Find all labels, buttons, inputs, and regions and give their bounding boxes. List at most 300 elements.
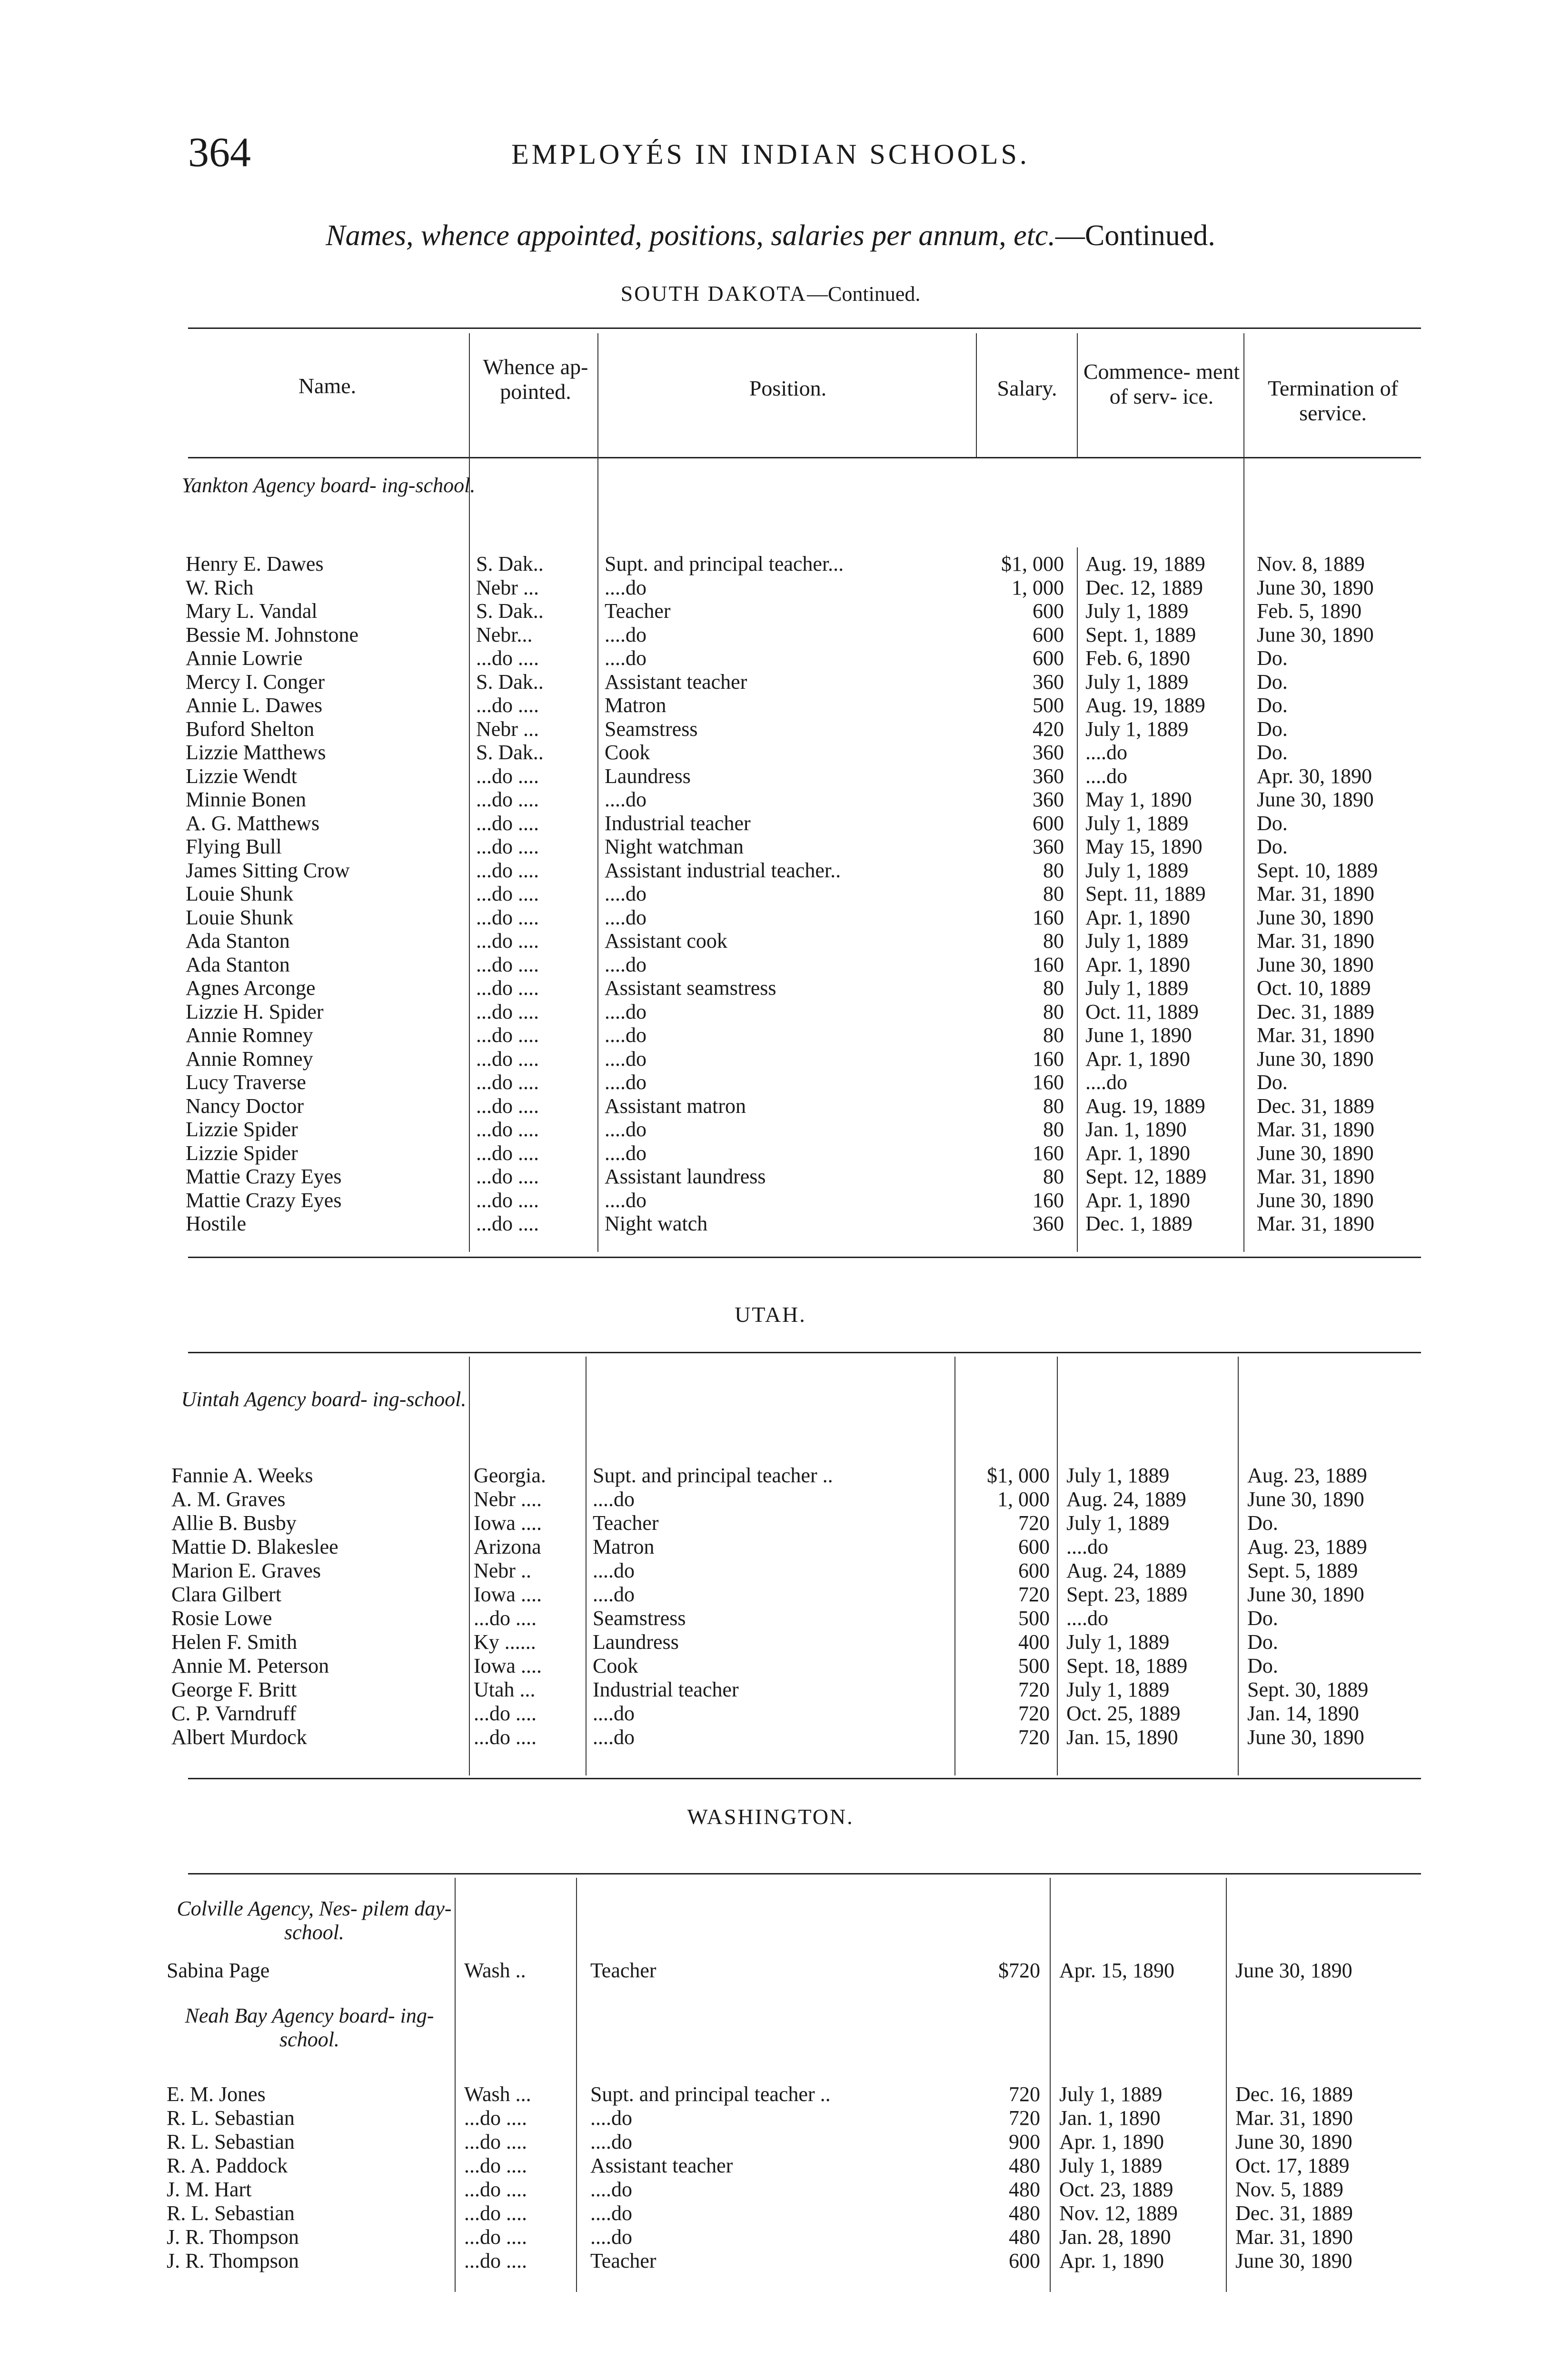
cell-termination: Jan. 14, 1890 <box>1247 1702 1359 1725</box>
cell-position: Teacher <box>605 599 671 623</box>
cell-name: Lizzie Matthews <box>186 741 326 764</box>
cell-position: Assistant teacher <box>605 670 747 694</box>
table-row <box>0 1023 1541 1047</box>
cell-commencement: Apr. 1, 1890 <box>1085 1188 1190 1212</box>
cell-name: Annie M. Peterson <box>171 1654 329 1677</box>
cell-name: Mercy I. Conger <box>186 670 325 694</box>
cell-termination: Nov. 8, 1889 <box>1257 552 1365 575</box>
cell-salary: 500 <box>1018 1606 1050 1630</box>
cell-termination: Do. <box>1257 741 1288 764</box>
col-separator <box>976 333 977 457</box>
cell-whence: S. Dak.. <box>476 741 544 764</box>
cell-termination: Dec. 31, 1889 <box>1257 1000 1374 1023</box>
table-row <box>0 1118 1541 1141</box>
south-dakota-bottom-rule <box>188 1257 1421 1258</box>
table-row <box>0 953 1541 977</box>
cell-termination: Feb. 5, 1890 <box>1257 599 1362 623</box>
table-row <box>0 1141 1541 1165</box>
cell-name: Nancy Doctor <box>186 1094 304 1118</box>
cell-whence: ...do .... <box>474 1726 537 1749</box>
cell-whence: Wash .. <box>464 1959 526 1982</box>
cell-whence: S. Dak.. <box>476 599 544 623</box>
table-row <box>0 1047 1541 1071</box>
table-top-rule <box>188 327 1421 329</box>
cell-position: ....do <box>605 952 646 976</box>
cell-salary: 500 <box>1018 1654 1050 1677</box>
cell-termination: Do. <box>1257 717 1288 741</box>
cell-commencement: July 1, 1889 <box>1066 1630 1170 1654</box>
cell-name: George F. Britt <box>171 1678 297 1701</box>
cell-commencement: ....do <box>1085 764 1127 788</box>
cell-position: Teacher <box>590 1959 656 1982</box>
table-row <box>0 741 1541 764</box>
cell-position: ....do <box>605 575 646 599</box>
cell-name: Mattie Crazy Eyes <box>186 1188 342 1212</box>
page-header <box>0 129 1541 186</box>
cell-commencement: June 1, 1890 <box>1085 1023 1192 1047</box>
cell-whence: ...do .... <box>476 905 539 929</box>
table-row <box>0 1726 1541 1749</box>
cell-salary: 600 <box>1018 1535 1050 1558</box>
col-separator <box>1077 333 1078 457</box>
cell-position: ....do <box>593 1726 635 1749</box>
cell-whence: ...do .... <box>464 2154 527 2177</box>
cell-commencement: July 1, 1889 <box>1059 2082 1163 2106</box>
cell-name: Lizzie Spider <box>186 1118 298 1141</box>
cell-commencement: Sept. 1, 1889 <box>1085 623 1196 646</box>
cell-name: Annie L. Dawes <box>186 694 323 717</box>
cell-commencement: Apr. 1, 1890 <box>1059 2130 1164 2153</box>
table-subtitle <box>0 219 1541 253</box>
cell-termination: Aug. 23, 1889 <box>1247 1535 1367 1558</box>
group-label-yankton: Yankton Agency board- ing-school. <box>181 474 476 497</box>
cell-whence: ...do .... <box>476 1212 539 1235</box>
cell-commencement: Apr. 1, 1890 <box>1085 905 1190 929</box>
section-title-south-dakota <box>0 281 1541 306</box>
cell-salary: 720 <box>1018 1702 1050 1725</box>
cell-commencement: July 1, 1889 <box>1085 929 1189 952</box>
cell-salary: 360 <box>1033 764 1064 788</box>
table-row <box>0 1678 1541 1702</box>
table-row <box>0 1630 1541 1654</box>
header-bottom-rule <box>188 457 1421 458</box>
cell-position: Seamstress <box>605 717 698 741</box>
cell-name: Lizzie Spider <box>186 1141 298 1165</box>
cell-termination: Do. <box>1257 811 1288 835</box>
cell-position: ....do <box>593 1583 635 1606</box>
table-row <box>0 1511 1541 1535</box>
cell-position: Industrial teacher <box>593 1678 739 1701</box>
cell-salary: $1, 000 <box>1001 552 1064 575</box>
col-header-name: Name. <box>298 374 357 398</box>
cell-termination: Do. <box>1257 1071 1288 1094</box>
cell-position: ....do <box>605 1188 646 1212</box>
cell-position: ....do <box>605 882 646 905</box>
cell-commencement: July 1, 1889 <box>1085 811 1189 835</box>
cell-name: R. L. Sebastian <box>167 2202 295 2225</box>
cell-commencement: ....do <box>1066 1535 1108 1558</box>
cell-termination: June 30, 1890 <box>1247 1488 1364 1511</box>
cell-whence: ...do .... <box>474 1702 537 1725</box>
cell-name: C. P. Varndruff <box>171 1702 297 1725</box>
cell-whence: ...do .... <box>476 858 539 882</box>
cell-commencement: July 1, 1889 <box>1085 858 1189 882</box>
cell-position: ....do <box>590 2202 632 2225</box>
cell-position: ....do <box>605 1023 646 1047</box>
cell-salary: 480 <box>1009 2178 1040 2201</box>
cell-salary: 720 <box>1018 1511 1050 1535</box>
cell-position: Night watchman <box>605 835 744 858</box>
table-row <box>0 646 1541 670</box>
cell-salary: 160 <box>1033 905 1064 929</box>
cell-whence: Ky ...... <box>474 1630 536 1654</box>
cell-whence: Iowa .... <box>474 1654 542 1677</box>
cell-whence: Nebr .... <box>474 1488 542 1511</box>
cell-salary: 160 <box>1033 952 1064 976</box>
table-row <box>0 1559 1541 1583</box>
utah-rows <box>0 1464 1541 1759</box>
cell-commencement: Sept. 11, 1889 <box>1085 882 1206 905</box>
col-header-salary: Salary. <box>997 376 1057 400</box>
col-header-termination: Termination of service. <box>1268 376 1398 425</box>
cell-salary: 720 <box>1018 1583 1050 1606</box>
cell-whence: Wash ... <box>464 2082 531 2106</box>
cell-position: Laundress <box>593 1630 679 1654</box>
cell-salary: 80 <box>1043 929 1064 952</box>
cell-termination: June 30, 1890 <box>1257 1188 1374 1212</box>
cell-termination: Aug. 23, 1889 <box>1247 1464 1367 1487</box>
cell-salary: 360 <box>1033 835 1064 858</box>
cell-whence: Nebr... <box>476 623 533 646</box>
cell-whence: ...do .... <box>464 2202 527 2225</box>
cell-commencement: Oct. 11, 1889 <box>1085 1000 1199 1023</box>
cell-whence: ...do .... <box>464 2178 527 2201</box>
cell-position: Assistant laundress <box>605 1165 766 1188</box>
cell-termination: Do. <box>1257 670 1288 694</box>
cell-name: Annie Lowrie <box>186 646 303 670</box>
cell-salary: 360 <box>1033 1212 1064 1235</box>
table-row <box>0 906 1541 930</box>
cell-salary: $1, 000 <box>987 1464 1050 1487</box>
cell-salary: 160 <box>1033 1188 1064 1212</box>
cell-name: Flying Bull <box>186 835 282 858</box>
group-label-uintah: Uintah Agency board- ing-school. <box>181 1388 467 1411</box>
cell-salary: 480 <box>1009 2225 1040 2249</box>
table-row <box>0 1464 1541 1488</box>
cell-salary: 600 <box>1018 1559 1050 1582</box>
cell-whence: ...do .... <box>476 1094 539 1118</box>
cell-commencement: ....do <box>1066 1606 1108 1630</box>
cell-position: Supt. and principal teacher... <box>605 552 844 575</box>
col-header-position: Position. <box>749 376 827 400</box>
cell-termination: Mar. 31, 1890 <box>1235 2106 1353 2130</box>
cell-name: Bessie M. Johnstone <box>186 623 358 646</box>
cell-name: Clara Gilbert <box>171 1583 281 1606</box>
cell-salary: 720 <box>1018 1726 1050 1749</box>
cell-termination: June 30, 1890 <box>1257 788 1374 811</box>
cell-salary: 360 <box>1033 741 1064 764</box>
cell-position: Matron <box>593 1535 655 1558</box>
cell-termination: Mar. 31, 1890 <box>1257 882 1374 905</box>
table-row <box>0 2082 1541 2106</box>
cell-termination: June 30, 1890 <box>1257 952 1374 976</box>
south-dakota-rows <box>0 552 1541 1257</box>
cell-name: Sabina Page <box>167 1959 270 1982</box>
group-label-colville: Colville Agency, Nes- pilem day-school. <box>177 1897 452 1944</box>
cell-whence: S. Dak.. <box>476 670 544 694</box>
cell-name: Ada Stanton <box>186 929 290 952</box>
cell-name: E. M. Jones <box>167 2082 266 2106</box>
cell-position: ....do <box>590 2225 632 2249</box>
cell-termination: Dec. 31, 1889 <box>1235 2202 1353 2225</box>
cell-termination: June 30, 1890 <box>1247 1726 1364 1749</box>
cell-position: Seamstress <box>593 1606 686 1630</box>
cell-termination: Mar. 31, 1890 <box>1257 1118 1374 1141</box>
cell-whence: ...do .... <box>476 1141 539 1165</box>
cell-whence: ...do .... <box>464 2249 527 2272</box>
utah-top-rule <box>188 1352 1421 1353</box>
cell-position: Laundress <box>605 764 691 788</box>
cell-whence: ...do .... <box>476 1118 539 1141</box>
washington-top-rule <box>188 1873 1421 1874</box>
cell-termination: June 30, 1890 <box>1257 1141 1374 1165</box>
table-row <box>0 812 1541 835</box>
cell-commencement: ....do <box>1085 1071 1127 1094</box>
cell-name: R. L. Sebastian <box>167 2130 295 2153</box>
table-row <box>0 2202 1541 2225</box>
table-row <box>0 835 1541 859</box>
table-row <box>0 1071 1541 1094</box>
cell-position: ....do <box>605 788 646 811</box>
cell-termination: Dec. 16, 1889 <box>1235 2082 1353 2106</box>
table-row <box>0 552 1541 576</box>
cell-position: Supt. and principal teacher .. <box>593 1464 833 1487</box>
cell-commencement: Apr. 15, 1890 <box>1059 1959 1174 1982</box>
table-row <box>0 623 1541 647</box>
cell-name: Mattie D. Blakeslee <box>171 1535 338 1558</box>
table-row <box>0 1488 1541 1511</box>
group-label-neah-bay: Neah Bay Agency board- ing-school. <box>185 2004 434 2051</box>
cell-whence: ...do .... <box>476 835 539 858</box>
cell-termination: June 30, 1890 <box>1257 575 1374 599</box>
cell-termination: June 30, 1890 <box>1257 623 1374 646</box>
section-title-washington: WASHINGTON. <box>687 1805 854 1829</box>
cell-name: Rosie Lowe <box>171 1606 272 1630</box>
cell-position: ....do <box>605 1000 646 1023</box>
cell-salary: 80 <box>1043 1023 1064 1047</box>
cell-salary: 600 <box>1033 811 1064 835</box>
table-row <box>0 1094 1541 1118</box>
cell-commencement: Oct. 23, 1889 <box>1059 2178 1173 2201</box>
cell-position: Teacher <box>590 2249 656 2272</box>
utah-bottom-rule <box>188 1778 1421 1779</box>
cell-commencement: May 1, 1890 <box>1085 788 1192 811</box>
table-row <box>0 576 1541 600</box>
cell-name: Allie B. Busby <box>171 1511 297 1535</box>
cell-whence: Arizona <box>474 1535 541 1558</box>
cell-position: Teacher <box>593 1511 659 1535</box>
cell-commencement: July 1, 1889 <box>1085 976 1189 1000</box>
cell-whence: ...do .... <box>476 1071 539 1094</box>
table-row <box>0 976 1541 1000</box>
cell-commencement: Apr. 1, 1890 <box>1085 952 1190 976</box>
cell-commencement: Aug. 19, 1889 <box>1085 552 1205 575</box>
cell-position: ....do <box>605 1047 646 1071</box>
cell-commencement: Apr. 1, 1890 <box>1085 1047 1190 1071</box>
table-row <box>0 2154 1541 2178</box>
cell-whence: ...do .... <box>476 764 539 788</box>
cell-position: Night watch <box>605 1212 708 1235</box>
cell-termination: Mar. 31, 1890 <box>1257 1023 1374 1047</box>
cell-salary: 480 <box>1009 2202 1040 2225</box>
cell-termination: June 30, 1890 <box>1257 1047 1374 1071</box>
washington-neah-bay-rows <box>0 2082 1541 2282</box>
cell-name: A. M. Graves <box>171 1488 286 1511</box>
cell-salary: 80 <box>1043 858 1064 882</box>
cell-name: James Sitting Crow <box>186 858 350 882</box>
cell-termination: Do. <box>1257 646 1288 670</box>
table-row <box>0 859 1541 883</box>
cell-position: Assistant seamstress <box>605 976 776 1000</box>
cell-termination: Do. <box>1257 694 1288 717</box>
cell-salary: 160 <box>1033 1071 1064 1094</box>
cell-commencement: Aug. 24, 1889 <box>1066 1559 1186 1582</box>
cell-whence: Utah ... <box>474 1678 536 1701</box>
cell-name: Mary L. Vandal <box>186 599 318 623</box>
cell-salary: 720 <box>1009 2082 1040 2106</box>
cell-commencement: Jan. 28, 1890 <box>1059 2225 1171 2249</box>
cell-commencement: Dec. 1, 1889 <box>1085 1212 1193 1235</box>
table-row <box>0 1189 1541 1212</box>
cell-name: Annie Romney <box>186 1023 313 1047</box>
cell-termination: Dec. 31, 1889 <box>1257 1094 1374 1118</box>
cell-whence: Georgia. <box>474 1464 546 1487</box>
cell-name: Lucy Traverse <box>186 1071 306 1094</box>
cell-position: ....do <box>590 2178 632 2201</box>
cell-termination: June 30, 1890 <box>1247 1583 1364 1606</box>
cell-name: Helen F. Smith <box>171 1630 298 1654</box>
table-row <box>0 1702 1541 1726</box>
south-dakota-title: SOUTH DAKOTA <box>620 281 807 306</box>
cell-name: Buford Shelton <box>186 717 315 741</box>
cell-whence: Iowa .... <box>474 1583 542 1606</box>
cell-whence: S. Dak.. <box>476 552 544 575</box>
cell-whence: Iowa .... <box>474 1511 542 1535</box>
cell-position: ....do <box>593 1559 635 1582</box>
cell-name: Annie Romney <box>186 1047 313 1071</box>
table-row <box>0 717 1541 741</box>
south-dakota-continued: —Continued. <box>807 282 921 306</box>
table-row <box>0 1654 1541 1678</box>
cell-name: Louie Shunk <box>186 882 294 905</box>
cell-position: ....do <box>605 905 646 929</box>
table-row <box>0 1583 1541 1606</box>
cell-name: J. R. Thompson <box>167 2249 299 2272</box>
cell-whence: ...do .... <box>464 2106 527 2130</box>
cell-name: R. L. Sebastian <box>167 2106 295 2130</box>
cell-commencement: May 15, 1890 <box>1085 835 1203 858</box>
cell-commencement: July 1, 1889 <box>1085 599 1189 623</box>
subtitle-text: Names, whence appointed, positions, salaries per annum, etc. <box>326 219 1055 252</box>
cell-whence: ...do .... <box>476 1047 539 1071</box>
cell-position: Assistant teacher <box>590 2154 733 2177</box>
cell-salary: 360 <box>1033 788 1064 811</box>
table-row <box>0 1959 1541 1983</box>
cell-commencement: July 1, 1889 <box>1085 670 1189 694</box>
cell-commencement: July 1, 1889 <box>1066 1511 1170 1535</box>
cell-whence: ...do .... <box>464 2225 527 2249</box>
table-row <box>0 1212 1541 1236</box>
cell-position: Assistant matron <box>605 1094 746 1118</box>
cell-salary: 720 <box>1018 1678 1050 1701</box>
table-row <box>0 2225 1541 2249</box>
table-row <box>0 2178 1541 2202</box>
cell-commencement: Sept. 18, 1889 <box>1066 1654 1188 1677</box>
cell-whence: ...do .... <box>476 882 539 905</box>
cell-position: ....do <box>605 623 646 646</box>
cell-termination: Do. <box>1257 835 1288 858</box>
cell-termination: Oct. 17, 1889 <box>1235 2154 1350 2177</box>
cell-salary: 80 <box>1043 882 1064 905</box>
cell-name: Henry E. Dawes <box>186 552 324 575</box>
cell-salary: 160 <box>1033 1141 1064 1165</box>
table-row <box>0 1165 1541 1189</box>
table-row <box>0 1606 1541 1630</box>
cell-salary: 160 <box>1033 1047 1064 1071</box>
table-row <box>0 2106 1541 2130</box>
cell-termination: Do. <box>1247 1654 1278 1677</box>
cell-commencement: July 1, 1889 <box>1085 717 1189 741</box>
cell-whence: Nebr ... <box>476 575 539 599</box>
col-header-whence: Whence ap- pointed. <box>483 355 588 404</box>
cell-position: ....do <box>605 1141 646 1165</box>
cell-whence: ...do .... <box>476 1000 539 1023</box>
cell-commencement: Aug. 19, 1889 <box>1085 1094 1205 1118</box>
cell-name: Mattie Crazy Eyes <box>186 1165 342 1188</box>
cell-termination: Mar. 31, 1890 <box>1257 1165 1374 1188</box>
cell-position: ....do <box>590 2106 632 2130</box>
cell-name: R. A. Paddock <box>167 2154 288 2177</box>
cell-position: Industrial teacher <box>605 811 751 835</box>
cell-termination: June 30, 1890 <box>1257 905 1374 929</box>
cell-salary: 720 <box>1009 2106 1040 2130</box>
cell-commencement: Sept. 12, 1889 <box>1085 1165 1207 1188</box>
cell-termination: Nov. 5, 1889 <box>1235 2178 1343 2201</box>
cell-salary: 80 <box>1043 976 1064 1000</box>
cell-whence: ...do .... <box>476 694 539 717</box>
cell-commencement: Apr. 1, 1890 <box>1085 1141 1190 1165</box>
cell-name: Ada Stanton <box>186 952 290 976</box>
cell-salary: 420 <box>1033 717 1064 741</box>
table-row <box>0 670 1541 694</box>
cell-commencement: Jan. 1, 1890 <box>1085 1118 1187 1141</box>
cell-position: Assistant cook <box>605 929 727 952</box>
table-row <box>0 2249 1541 2273</box>
cell-whence: ...do .... <box>476 646 539 670</box>
cell-commencement: Aug. 24, 1889 <box>1066 1488 1186 1511</box>
cell-whence: ...do .... <box>476 811 539 835</box>
cell-name: Fannie A. Weeks <box>171 1464 313 1487</box>
cell-whence: ...do .... <box>476 929 539 952</box>
cell-commencement: Oct. 25, 1889 <box>1066 1702 1181 1725</box>
cell-salary: 480 <box>1009 2154 1040 2177</box>
cell-name: Louie Shunk <box>186 905 294 929</box>
cell-name: Agnes Arconge <box>186 976 316 1000</box>
cell-salary: 600 <box>1033 623 1064 646</box>
cell-position: ....do <box>590 2130 632 2153</box>
cell-salary: 600 <box>1009 2249 1040 2272</box>
cell-termination: Sept. 30, 1889 <box>1247 1678 1369 1701</box>
